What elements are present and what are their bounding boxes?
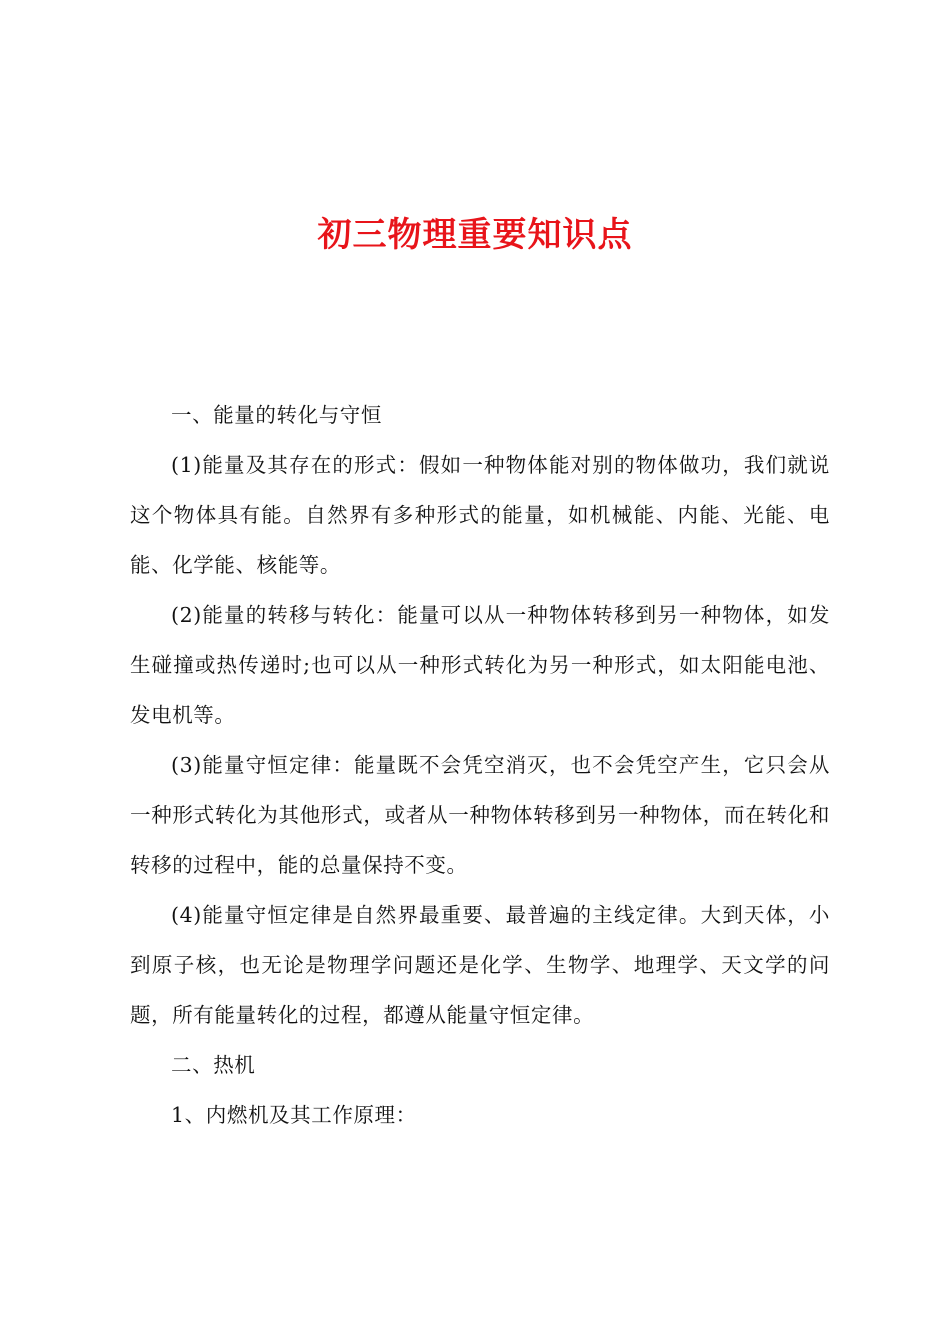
paragraph-conservation-universality: (4)能量守恒定律是自然界最重要、最普遍的主线定律。大到天体，小到原子核，也无论是物理学问题还是化学、生物学、地理学、天文学的问题，所有能量转化的过程，都遵从能量守恒定律。: [130, 903, 830, 1027]
section-heading-energy: 一、能量的转化与守恒: [171, 403, 382, 427]
subheading-internal-combustion: 1、内燃机及其工作原理：: [171, 1103, 417, 1127]
page-title: 初三物理重要知识点: [317, 215, 633, 255]
paragraph-energy-forms: (1)能量及其存在的形式：假如一种物体能对别的物体做功，我们就说这个物体具有能。自然界有多种形式的能量，如机械能、内能、光能、电能、化学能、核能等。: [130, 453, 830, 577]
document-body: [130, 390, 830, 1140]
paragraph-energy-transfer: (2)能量的转移与转化：能量可以从一种物体转移到另一种物体，如发生碰撞或热传递时;也可以从一种形式转化为另一种形式，如太阳能电池、发电机等。: [130, 603, 830, 727]
section-heading-heat-engine: 二、热机: [171, 1053, 256, 1077]
paragraph-conservation-law: (3)能量守恒定律：能量既不会凭空消灭，也不会凭空产生，它只会从一种形式转化为其他形式，或者从一种物体转移到另一种物体，而在转化和转移的过程中，能的总量保持不变。: [130, 753, 830, 877]
